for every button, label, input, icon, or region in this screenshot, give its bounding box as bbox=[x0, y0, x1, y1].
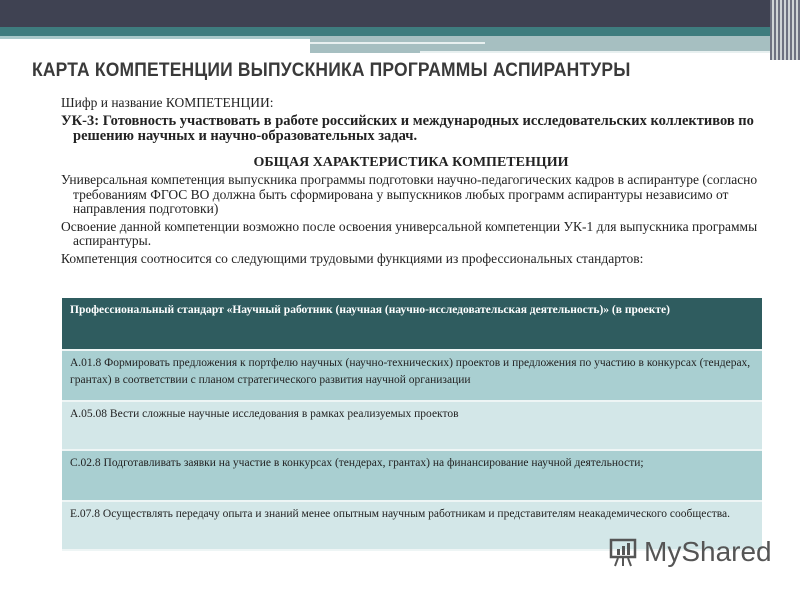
paragraph: Компетенция соотносится со следующими трудовыми функциями из профессиональных стандартов: bbox=[61, 250, 644, 266]
decor-line bbox=[420, 51, 770, 53]
decor-line bbox=[310, 42, 485, 44]
table-row bbox=[62, 450, 762, 501]
table-row bbox=[62, 401, 762, 450]
slide-body bbox=[61, 96, 761, 269]
standards-table bbox=[62, 298, 762, 551]
watermark-logo bbox=[608, 536, 772, 568]
top-decor-bar bbox=[0, 0, 800, 28]
code-label: Шифр и название КОМПЕТЕНЦИИ: bbox=[61, 95, 274, 110]
table-cell: Е.07.8 Осуществлять передачу опыта и знаний менее опытным научным работникам и представителям неакадемического сообщества. bbox=[62, 501, 762, 550]
watermark-text: MyShared bbox=[644, 536, 772, 567]
decor-vertical-lines bbox=[770, 0, 800, 60]
section-heading: ОБЩАЯ ХАРАКТЕРИСТИКА КОМПЕТЕНЦИИ bbox=[253, 154, 569, 170]
table-header: Профессиональный стандарт «Научный работник (научная (научно-исследовательская деятельность)» (в проекте) bbox=[62, 298, 762, 350]
table-cell: А.05.08 Вести сложные научные исследования в рамках реализуемых проектов bbox=[62, 401, 762, 450]
teal-stripe-light bbox=[0, 36, 310, 39]
paragraph: Освоение данной компетенции возможно после освоения универсальной компетенции УК-1 для выпускника программы аспирантуры. bbox=[61, 218, 758, 248]
slide-title: КАРТА КОМПЕТЕНЦИИ ВЫПУСКНИКА ПРОГРАММЫ АСПИРАНТУРЫ bbox=[32, 60, 631, 81]
table-row bbox=[62, 350, 762, 401]
table-cell: С.02.8 Подготавливать заявки на участие в конкурсах (тендерах, грантах) на финансирование научной деятельности; bbox=[62, 450, 762, 501]
table-header-row bbox=[62, 298, 762, 350]
teal-stripe bbox=[0, 27, 800, 36]
competence-text: УК-3: Готовность участвовать в работе российских и международных исследовательских коллективов по решению научных и научно-образовательных задач. bbox=[61, 112, 754, 144]
table-cell: А.01.8 Формировать предложения к портфелю научных (научно-технических) проектов и предложения по участию в конкурсах (тендерах, грантах) в соответствии с планом стратегического развития научной организации bbox=[62, 350, 762, 401]
paragraph: Универсальная компетенция выпускника программы подготовки научно-педагогических кадров в аспирантуре (согласно требованиям ФГОС ВО должна быть сформирована у выпускников любых программ аспирантуры независимо от направления подготовки) bbox=[61, 172, 758, 216]
presentation-chart-icon bbox=[608, 537, 638, 567]
